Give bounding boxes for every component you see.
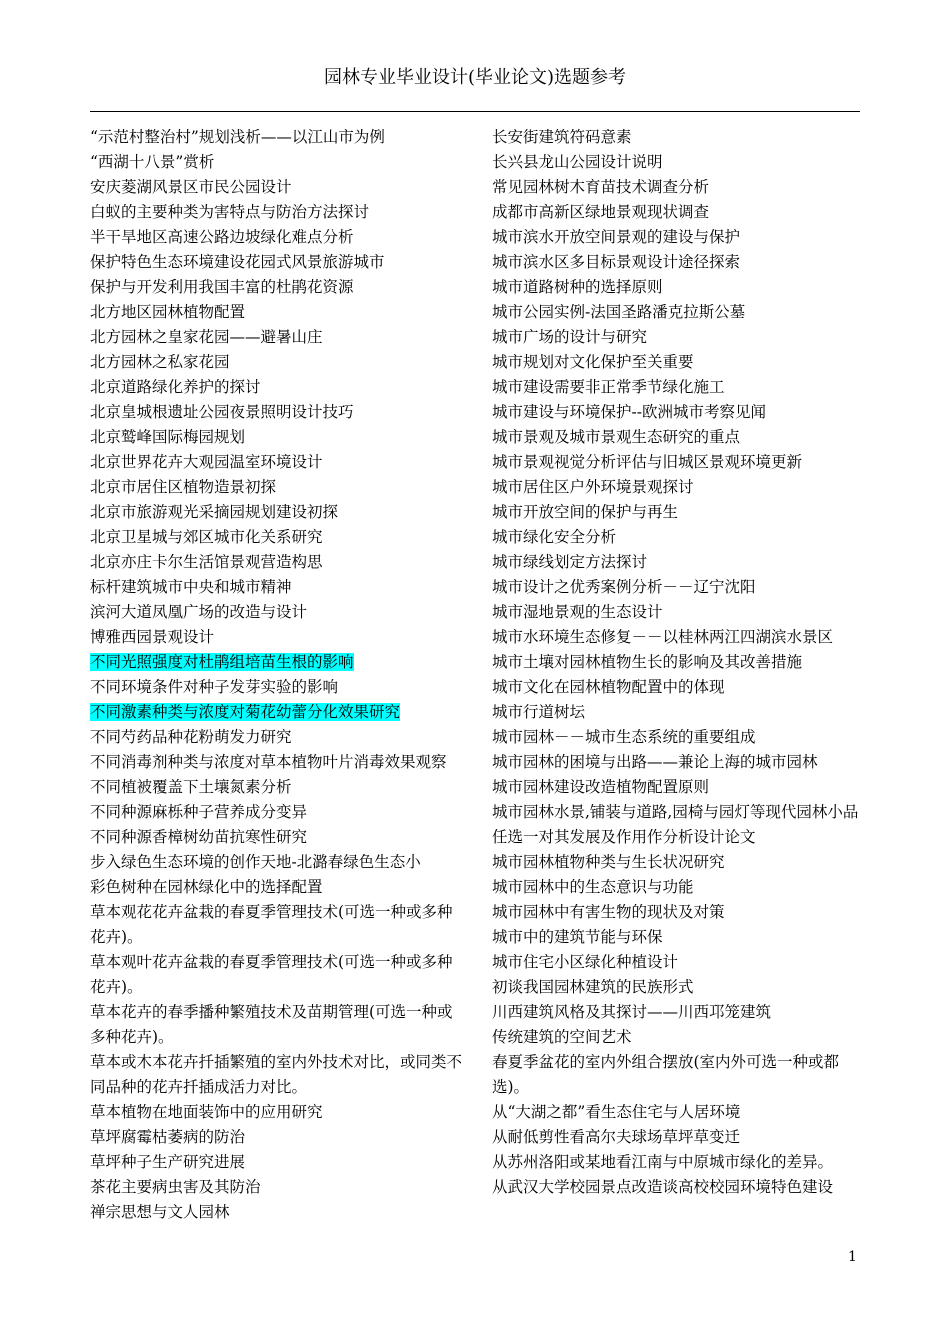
header-divider xyxy=(90,111,860,112)
topic-text: 城市住宅小区绿化种植设计 xyxy=(492,953,679,971)
topic-item xyxy=(90,850,462,875)
topic-text: 城市道路树种的选择原则 xyxy=(492,278,663,296)
topic-item xyxy=(90,250,462,275)
topic-text: 不同植被覆盖下土壤氮素分析 xyxy=(90,778,292,796)
topic-text: 茶花主要病虫害及其防治 xyxy=(90,1178,261,1196)
topic-text: “西湖十八景”赏析 xyxy=(90,153,215,171)
topic-text: 城市土壤对园林植物生长的影响及其改善措施 xyxy=(492,653,803,671)
topic-item xyxy=(492,550,862,575)
topic-text: 城市居住区户外环境景观探讨 xyxy=(492,478,694,496)
topic-item xyxy=(492,725,862,750)
topic-item xyxy=(492,375,862,400)
topic-text: 不同种源麻栎种子营养成分变异 xyxy=(90,803,308,821)
topic-text: 城市水环境生态修复－－以桂林两江四湖滨水景区 xyxy=(492,628,834,646)
topic-text: 城市滨水开放空间景观的建设与保护 xyxy=(492,228,741,246)
topic-item xyxy=(492,350,862,375)
topic-item xyxy=(90,1050,462,1100)
topic-item xyxy=(492,300,862,325)
topic-text: 城市园林－－城市生态系统的重要组成 xyxy=(492,728,756,746)
topic-item xyxy=(90,700,462,725)
topic-item xyxy=(90,575,462,600)
topic-item xyxy=(90,1200,462,1225)
topic-item xyxy=(492,750,862,775)
topic-text: 不同光照强度对杜鹃组培苗生根的影响 xyxy=(90,653,354,671)
topic-item xyxy=(90,475,462,500)
topic-text: 北京市旅游观光采摘园规划建设初探 xyxy=(90,503,339,521)
topic-item xyxy=(90,125,462,150)
topic-text: 城市文化在园林植物配置中的体现 xyxy=(492,678,725,696)
topic-item xyxy=(90,400,462,425)
topic-item xyxy=(90,450,462,475)
topic-text: 城市景观视觉分析评估与旧城区景观环境更新 xyxy=(492,453,803,471)
topic-item xyxy=(90,650,462,675)
topic-item xyxy=(492,1000,862,1025)
topic-item xyxy=(492,125,862,150)
topic-item xyxy=(90,1175,462,1200)
topic-text: 草本观花花卉盆栽的春夏季管理技术(可选一种或多种花卉)。 xyxy=(90,903,453,946)
topic-item xyxy=(492,600,862,625)
topic-item xyxy=(492,800,862,850)
topic-text: 城市中的建筑节能与环保 xyxy=(492,928,663,946)
topic-item xyxy=(492,575,862,600)
topic-item xyxy=(492,650,862,675)
topic-item xyxy=(492,950,862,975)
topic-text: 草本植物在地面装饰中的应用研究 xyxy=(90,1103,323,1121)
topic-text: 滨河大道凤凰广场的改造与设计 xyxy=(90,603,308,621)
topic-item xyxy=(90,1125,462,1150)
topic-item xyxy=(492,1175,862,1200)
topic-text: 从武汉大学校园景点改造谈高校校园环境特色建设 xyxy=(492,1178,834,1196)
topic-text: 城市园林水景,铺装与道路,园椅与园灯等现代园林小品任选一对其发展及作用作分析设计论文 xyxy=(492,803,859,846)
topic-item xyxy=(492,400,862,425)
topic-text: 不同芍药品种花粉萌发力研究 xyxy=(90,728,292,746)
topic-text: 城市滨水区多目标景观设计途径探索 xyxy=(492,253,741,271)
topic-item xyxy=(90,775,462,800)
topic-text: 城市行道树坛 xyxy=(492,703,586,721)
topic-item xyxy=(492,525,862,550)
topic-item xyxy=(90,425,462,450)
topic-item xyxy=(492,175,862,200)
topic-text: 北京卫星城与郊区城市化关系研究 xyxy=(90,528,323,546)
topic-item xyxy=(492,500,862,525)
topic-text: 城市景观及城市景观生态研究的重点 xyxy=(492,428,741,446)
topic-text: 城市建设需要非正常季节绿化施工 xyxy=(492,378,725,396)
topic-text: 从苏州洛阳或某地看江南与中原城市绿化的差异。 xyxy=(492,1153,834,1171)
topic-item xyxy=(90,800,462,825)
topic-text: 博雅西园景观设计 xyxy=(90,628,215,646)
topic-text: 城市湿地景观的生态设计 xyxy=(492,603,663,621)
topic-item xyxy=(90,175,462,200)
topic-item xyxy=(492,1025,862,1050)
topic-text: 草本观叶花卉盆栽的春夏季管理技术(可选一种或多种花卉)。 xyxy=(90,953,453,996)
left-topic-column xyxy=(90,125,462,1225)
topic-text: 传统建筑的空间艺术 xyxy=(492,1028,632,1046)
topic-text: 北京皇城根遗址公园夜景照明设计技巧 xyxy=(90,403,354,421)
topic-text: 安庆菱湖风景区市民公园设计 xyxy=(90,178,292,196)
topic-item xyxy=(90,625,462,650)
topic-text: 草本或木本花卉扦插繁殖的室内外技术对比，或同类不同品种的花卉扦插成活力对比。 xyxy=(90,1053,463,1096)
page-number: 1 xyxy=(848,1249,857,1265)
topic-item xyxy=(492,900,862,925)
topic-item xyxy=(492,875,862,900)
topic-item xyxy=(492,475,862,500)
topic-text: 城市园林建设改造植物配置原则 xyxy=(492,778,710,796)
topic-text: 北方地区园林植物配置 xyxy=(90,303,246,321)
topic-text: 春夏季盆花的室内外组合摆放(室内外可选一种或都选)。 xyxy=(492,1053,840,1096)
topic-text: 长安街建筑符码意素 xyxy=(492,128,632,146)
topic-item xyxy=(90,1000,462,1050)
topic-text: 北方园林之皇家花园——避暑山庄 xyxy=(90,328,323,346)
topic-text: 川西建筑风格及其探讨——川西邛笼建筑 xyxy=(492,1003,772,1021)
topic-text: 城市规划对文化保护至关重要 xyxy=(492,353,694,371)
topic-text: 城市园林中的生态意识与功能 xyxy=(492,878,694,896)
topic-item xyxy=(90,875,462,900)
topic-item xyxy=(492,1050,862,1100)
topic-text: 常见园林树木育苗技术调查分析 xyxy=(492,178,710,196)
right-topic-column xyxy=(492,125,862,1200)
topic-item xyxy=(90,825,462,850)
topic-item xyxy=(492,625,862,650)
topic-text: 北京亦庄卡尔生活馆景观营造构思 xyxy=(90,553,323,571)
topic-item xyxy=(90,750,462,775)
topic-item xyxy=(492,150,862,175)
page-title: 园林专业毕业设计(毕业论文)选题参考 xyxy=(323,67,627,88)
topic-text: 不同激素种类与浓度对菊花幼蕾分化效果研究 xyxy=(90,703,401,721)
topic-text: 不同种源香樟树幼苗抗寒性研究 xyxy=(90,828,308,846)
topic-item xyxy=(492,250,862,275)
topic-text: 城市广场的设计与研究 xyxy=(492,328,648,346)
topic-item xyxy=(492,200,862,225)
topic-text: 北京世界花卉大观园温室环境设计 xyxy=(90,453,323,471)
topic-text: 城市公园实例-法国圣路潘克拉斯公墓 xyxy=(492,303,746,321)
topic-text: 不同环境条件对种子发芽实验的影响 xyxy=(90,678,339,696)
topic-item xyxy=(90,300,462,325)
topic-item xyxy=(492,1100,862,1125)
topic-text: 城市绿化安全分析 xyxy=(492,528,617,546)
topic-item xyxy=(90,200,462,225)
topic-item xyxy=(492,675,862,700)
topic-text: 草本花卉的春季播种繁殖技术及苗期管理(可选一种或多种花卉)。 xyxy=(90,1003,453,1046)
topic-item xyxy=(90,550,462,575)
topic-text: 彩色树种在园林绿化中的选择配置 xyxy=(90,878,323,896)
topic-text: “示范村整治村”规划浅析——以江山市为例 xyxy=(90,128,385,146)
topic-item xyxy=(90,675,462,700)
topic-text: 草坪种子生产研究进展 xyxy=(90,1153,246,1171)
topic-text: 城市设计之优秀案例分析－－辽宁沈阳 xyxy=(492,578,756,596)
topic-item xyxy=(90,275,462,300)
topic-item xyxy=(492,975,862,1000)
topic-item xyxy=(492,1125,862,1150)
topic-item xyxy=(90,950,462,1000)
topic-text: 城市园林的困境与出路——兼论上海的城市园林 xyxy=(492,753,818,771)
topic-item xyxy=(492,775,862,800)
topic-item xyxy=(492,850,862,875)
topic-item xyxy=(492,450,862,475)
topic-text: 北方园林之私家花园 xyxy=(90,353,230,371)
topic-item xyxy=(90,500,462,525)
topic-text: 步入绿色生态环境的创作天地-北潞春绿色生态小 xyxy=(90,853,421,871)
topic-item xyxy=(90,325,462,350)
topic-item xyxy=(492,275,862,300)
topic-item xyxy=(90,375,462,400)
topic-text: 北京鹫峰国际梅园规划 xyxy=(90,428,246,446)
topic-text: 不同消毒剂种类与浓度对草本植物叶片消毒效果观察 xyxy=(90,753,447,771)
topic-text: 北京道路绿化养护的探讨 xyxy=(90,378,261,396)
topic-text: 保护与开发利用我国丰富的杜鹃花资源 xyxy=(90,278,354,296)
topic-text: 草坪腐霉枯萎病的防治 xyxy=(90,1128,246,1146)
topic-item xyxy=(90,1100,462,1125)
topic-text: 初谈我国园林建筑的民族形式 xyxy=(492,978,694,996)
topic-text: 白蚁的主要种类为害特点与防治方法探讨 xyxy=(90,203,370,221)
topic-text: 长兴县龙山公园设计说明 xyxy=(492,153,663,171)
topic-item xyxy=(90,600,462,625)
topic-text: 城市园林中有害生物的现状及对策 xyxy=(492,903,725,921)
topic-text: 城市园林植物种类与生长状况研究 xyxy=(492,853,725,871)
topic-item xyxy=(492,925,862,950)
topic-text: 成都市高新区绿地景观现状调查 xyxy=(492,203,710,221)
topic-text: 城市绿线划定方法探讨 xyxy=(492,553,648,571)
topic-text: 半干旱地区高速公路边坡绿化难点分析 xyxy=(90,228,354,246)
topic-text: 禅宗思想与文人园林 xyxy=(90,1203,230,1221)
topic-item xyxy=(90,225,462,250)
topic-text: 城市开放空间的保护与再生 xyxy=(492,503,679,521)
topic-text: 从耐低剪性看高尔夫球场草坪草变迁 xyxy=(492,1128,741,1146)
topic-item xyxy=(90,725,462,750)
topic-item xyxy=(492,425,862,450)
topic-text: 城市建设与环境保护--欧洲城市考察见闻 xyxy=(492,403,766,421)
topic-item xyxy=(90,900,462,950)
topic-item xyxy=(492,225,862,250)
topic-item xyxy=(90,350,462,375)
topic-text: 标杆建筑城市中央和城市精神 xyxy=(90,578,292,596)
topic-text: 北京市居住区植物造景初探 xyxy=(90,478,277,496)
topic-text: 保护特色生态环境建设花园式风景旅游城市 xyxy=(90,253,385,271)
topic-item xyxy=(90,1150,462,1175)
topic-item xyxy=(492,1150,862,1175)
topic-item xyxy=(90,150,462,175)
topic-item xyxy=(90,525,462,550)
topic-item xyxy=(492,325,862,350)
topic-text: 从“大湖之都”看生态住宅与人居环境 xyxy=(492,1103,741,1121)
topic-item xyxy=(492,700,862,725)
